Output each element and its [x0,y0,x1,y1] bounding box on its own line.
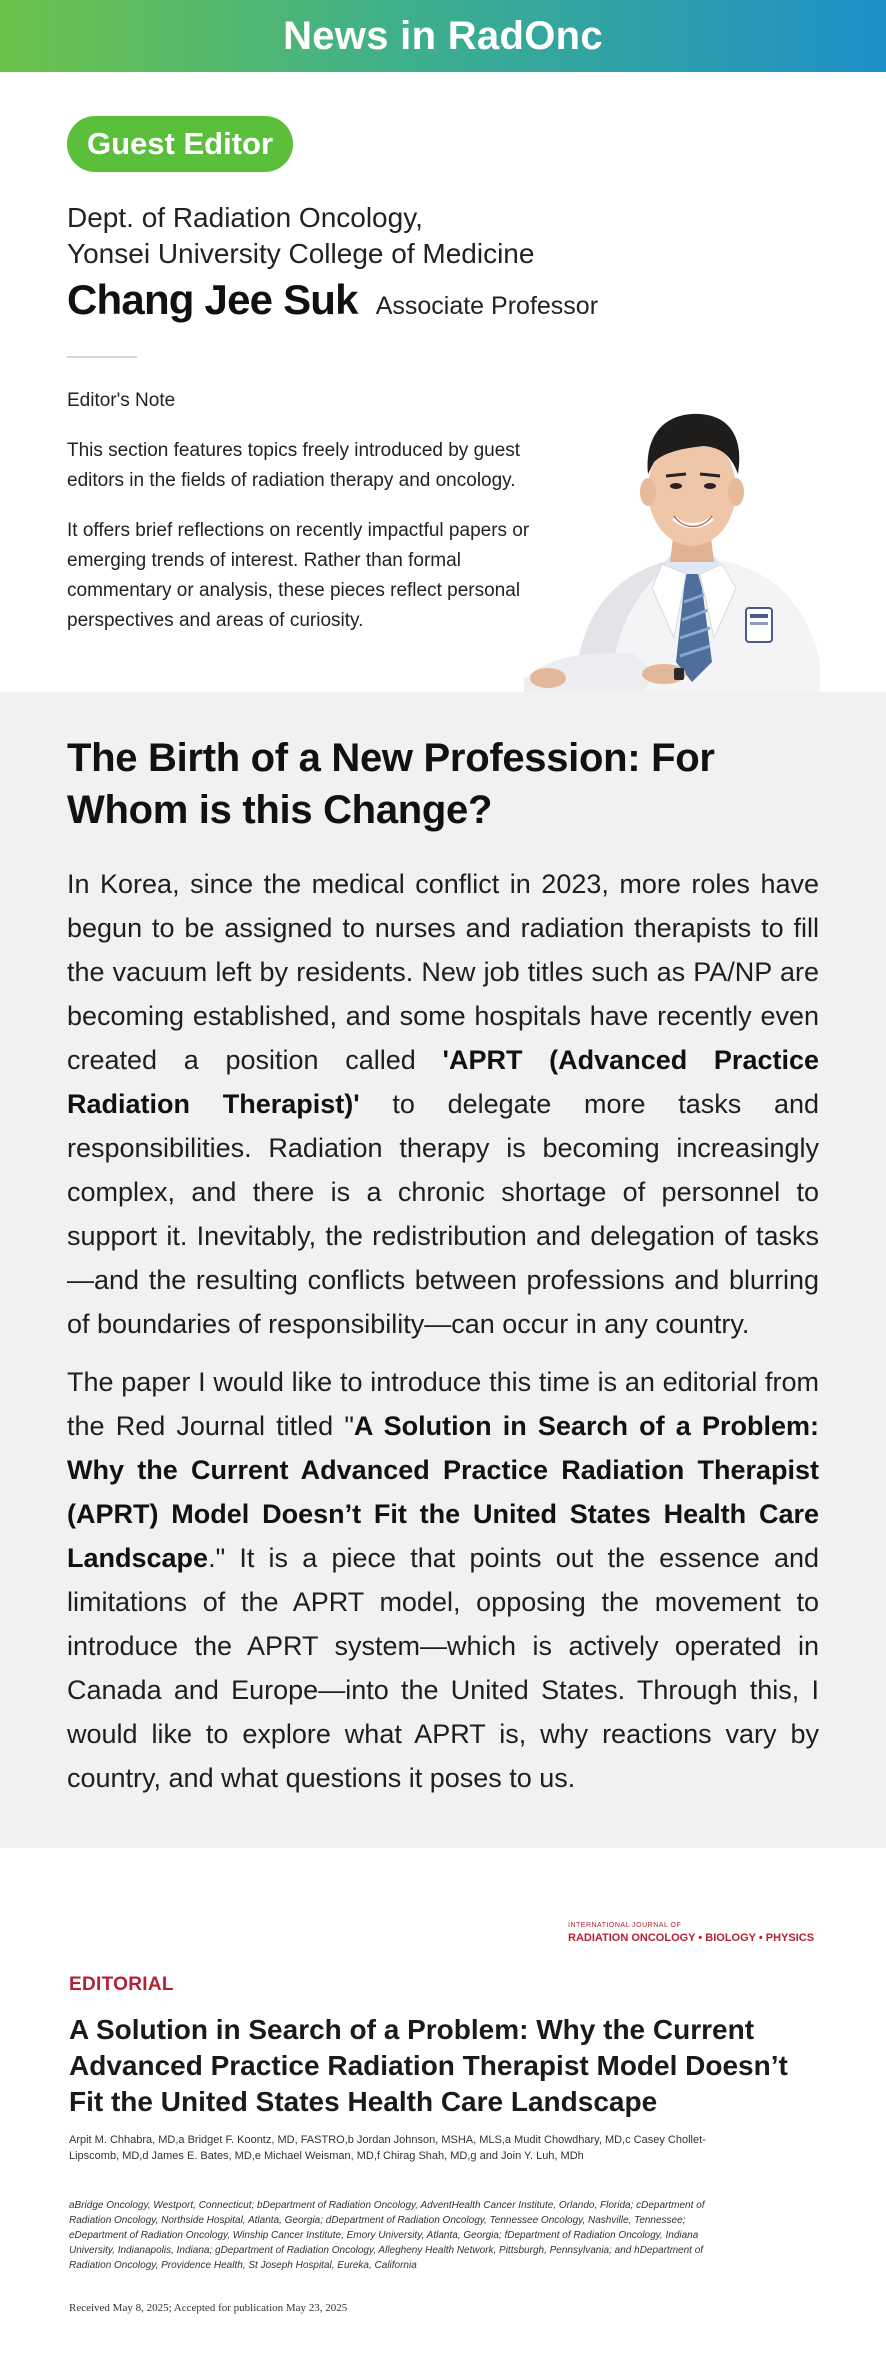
guest-editor-section [0,72,886,692]
editors-note-label: Editor's Note [67,390,176,411]
paper-received-date: Received May 8, 2025; Accepted for publication May 23, 2025 [69,2302,348,2314]
editors-note-paragraph-2: It offers brief reflections on recently impactful papers or emerging trends of interest. Rather than formal commentary or analysis, these pieces reflect personal perspectives and areas of curiosity. [67,520,530,631]
paper-title: A Solution in Search of a Problem: Why the Current Advanced Practice Radiation Therapist Model Doesn’t Fit the United States Health Care Landscape [69,2014,788,2117]
paragraph-1-text-a: In Korea, since the medical conflict in 2023, more roles have begun to be assigned to nurses and radiation therapists to fill the vacuum left by residents. New job titles such as PA/NP are becoming established, and some hospitals have recently even created a position called [67,869,819,1075]
dept-line-2: Yonsei University College of Medicine [67,238,535,269]
editor-name: Chang Jee Suk [67,276,358,323]
header-banner [0,0,886,72]
editors-note-paragraph-1: This section features topics freely introduced by guest editors in the fields of radiation therapy and oncology. [67,440,521,491]
journal-name-small: INTERNATIONAL JOURNAL OF [568,1922,682,1929]
editor-department [67,200,534,272]
paragraph-2-bold-title: A Solution in Search of a Problem: Why the Current Advanced Practice Radiation Therapist (APRT) Model Doesn’t Fit the United States Health Care Landscape [67,1411,819,1573]
banner-title: News in RadOnc [283,13,603,58]
paragraph-2-text-a: The paper I would like to introduce this time is an editorial from the Red Journal titled " [67,1367,819,1441]
journal-name: RADIATION ONCOLOGY • BIOLOGY • PHYSICS [568,1932,815,1944]
paper-excerpt [0,1848,886,2372]
paper-affiliations: aBridge Oncology, Westport, Connecticut; bDepartment of Radiation Oncology, AdventHealth Cancer Institute, Orlando, Florida; cDepartment of Radiation Oncology, Northside Hospital, Atlanta, Georgia; dDepartment of Radiation Oncology, Tennessee Oncology, Nashville, Tennessee; eDepartment of Radiation Oncology, Winship Cancer Institute, Emory University, Atlanta, Georgia; fDepartment of Radiation Oncology, Indiana University, Indianapolis, Indiana; gDepartment of Radiation Oncology, Allegheny Health Network, Pittsburgh, Pennsylvania; and hDepartment of Radiation Oncology, Providence Health, St Joseph Hospital, Eureka, California [69,2200,705,2271]
paragraph-1-text-b: to delegate more tasks and responsibilities. Radiation therapy is becoming increasingly complex, and there is a chronic shortage of personnel to support it. Inevitably, the redistribution and delegation of tasks—and the resulting conflicts between professions and blurring of boundaries of responsibility—can occur in any country. [67,1089,819,1339]
editorial-label: EDITORIAL [69,1974,174,1995]
paragraph-1-bold: 'APRT (Advanced Practice Radiation Therapist)' [67,1045,820,1119]
paper-authors: Arpit M. Chhabra, MD,a Bridget F. Koontz, MD, FASTRO,b Jordan Johnson, MSHA, MLS,a Mudit Chowdhary, MD,c Casey Chollet-Lipscomb, MD,d James E. Bates, MD,e Michael Weisman, MD,f Chirag Shah, MD,g and Join Y. Luh, MDh [69,2134,706,2162]
editor-portrait [524,362,820,692]
article-title: The Birth of a New Profession: For Whom is this Change? [67,736,715,832]
editor-name-row [67,276,598,324]
paragraph-2-text-b: ." It is a piece that points out the essence and limitations of the APRT model, opposing the movement to introduce the APRT system—which is actively operated in Canada and Europe—into the United States. Through this, I would like to explore what APRT is, why reactions vary by country, and what questions it poses to us. [67,1543,819,1793]
guest-editor-badge: Guest Editor [67,116,293,172]
article-paragraph-1 [67,862,819,1346]
dept-line-1: Dept. of Radiation Oncology, [67,202,423,233]
article-paragraph-2 [67,1360,819,1800]
article-section [0,692,886,1848]
editor-role: Associate Professor [375,292,599,320]
divider [67,356,137,358]
